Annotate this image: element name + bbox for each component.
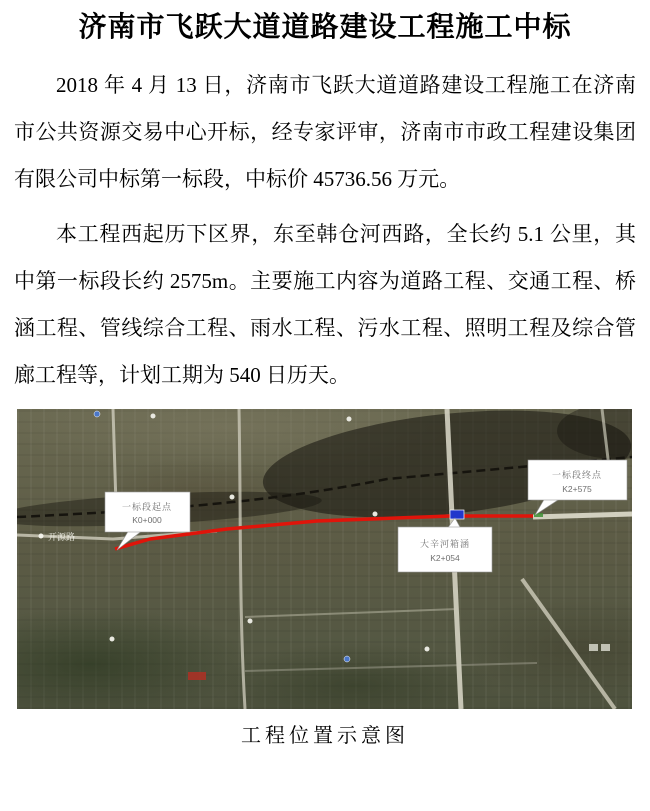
paragraph-bid-result: 2018 年 4 月 13 日，济南市飞跃大道道路建设工程施工在济南市公共资源交易中心开标，经专家评审，济南市市政工程建设集团有限公司中标第一标段，中标价 45736.56 万元。 bbox=[14, 73, 636, 191]
road-line bbox=[533, 514, 632, 517]
poi-marker bbox=[248, 619, 253, 624]
road-line bbox=[113, 409, 116, 505]
poi-marker bbox=[110, 637, 115, 642]
poi-marker bbox=[425, 647, 430, 652]
paragraph-project-scope: 本工程西起历下区界，东至韩仓河西路，全长约 5.1 公里，其中第一标段长约 2575m。主要施工内容为道路工程、交通工程、桥涵工程、管线综合工程、雨水工程、污水工程、照明工程及综合管廊工程等，计划工期为 540 日历天。 bbox=[14, 222, 636, 387]
road-label-dot bbox=[39, 534, 44, 539]
poi-marker bbox=[347, 417, 352, 422]
project-location-map bbox=[17, 409, 632, 709]
callout-box bbox=[528, 460, 627, 500]
callout-culvert bbox=[398, 518, 492, 572]
poi-marker bbox=[230, 495, 235, 500]
page-title: 济南市飞跃大道道路建设工程施工中标 bbox=[78, 11, 572, 42]
callout-section-end bbox=[528, 460, 627, 515]
poi-marker bbox=[94, 411, 100, 417]
poi-marker bbox=[151, 414, 156, 419]
road-label: 开源路 bbox=[48, 532, 76, 542]
culvert-marker bbox=[450, 510, 464, 519]
poi-marker bbox=[344, 656, 350, 662]
callout-tail bbox=[117, 530, 143, 550]
callout-box bbox=[105, 492, 190, 532]
building-block bbox=[601, 644, 610, 651]
callout-culvert-title: 大辛河箱涵 bbox=[419, 539, 471, 549]
map-caption: 工程位置示意图 bbox=[241, 725, 409, 747]
article-body bbox=[14, 62, 636, 399]
road-line bbox=[245, 609, 457, 617]
road-line bbox=[245, 663, 537, 671]
place-badge bbox=[188, 672, 206, 680]
callout-box bbox=[398, 527, 492, 572]
callout-end-title: 一标段终点 bbox=[551, 470, 603, 480]
callout-start-title: 一标段起点 bbox=[121, 502, 173, 512]
callout-culvert-chainage: K2+054 bbox=[430, 553, 460, 563]
callout-end-chainage: K2+575 bbox=[562, 484, 592, 494]
callout-start-chainage: K0+000 bbox=[132, 515, 162, 525]
poi-marker bbox=[373, 512, 378, 517]
road-line bbox=[239, 409, 245, 709]
building-block bbox=[589, 644, 598, 651]
map-overlay bbox=[17, 409, 632, 709]
article-page bbox=[0, 10, 650, 748]
callout-tail bbox=[535, 498, 561, 515]
